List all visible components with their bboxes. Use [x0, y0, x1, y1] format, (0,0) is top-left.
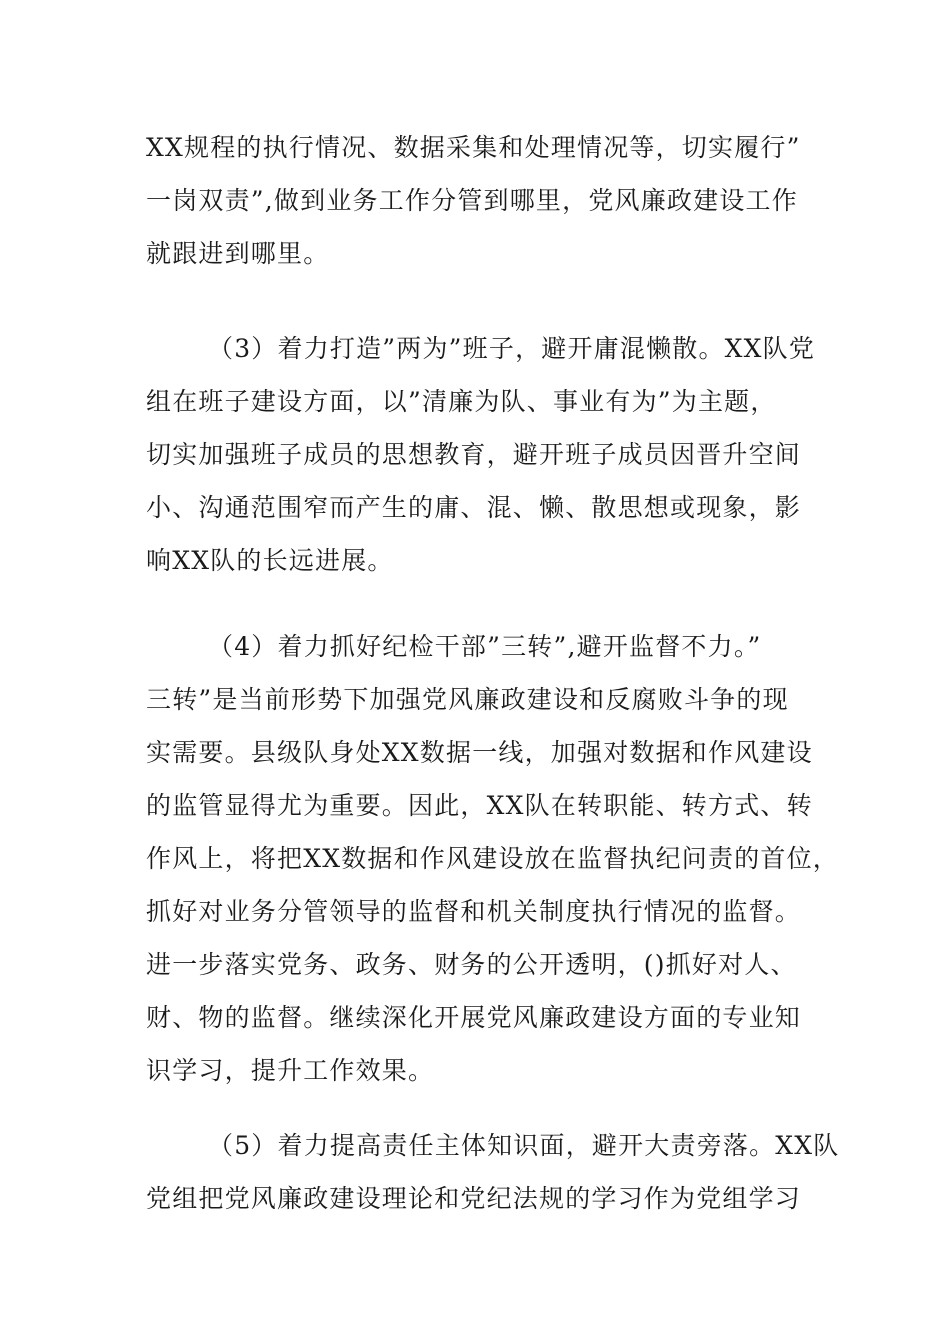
- paragraph-continued: [146, 121, 826, 280]
- text-line: 抓好对业务分管领导的监督和机关制度执行情况的监督。: [146, 897, 802, 926]
- text-line: （3）着力打造”两为”班子，避开庸混懒散。XX队党: [208, 334, 816, 363]
- text-line: （4）着力抓好纪检干部”三转”,避开监督不力。”: [208, 632, 762, 661]
- text-line: 组在班子建设方面，以”清廉为队、事业有为”为主题，: [146, 387, 777, 416]
- text-line: 响XX队的长远进展。: [146, 546, 394, 575]
- text-line: 三转”是当前形势下加强党风廉政建设和反腐败斗争的现: [146, 685, 789, 714]
- text-line: 一岗双责”,做到业务工作分管到哪里，党风廉政建设工作: [146, 186, 798, 215]
- text-line: 小、沟通范围窄而产生的庸、混、懒、散思想或现象，影: [146, 493, 802, 522]
- text-line: 切实加强班子成员的思想教育，避开班子成员因晋升空间: [146, 440, 802, 469]
- text-line: 进一步落实党务、政务、财务的公开透明，()抓好对人、: [146, 950, 797, 979]
- text-line: 就跟进到哪里。: [146, 239, 330, 268]
- text-line: 识学习，提升工作效果。: [146, 1056, 435, 1085]
- text-line: 的监管显得尤为重要。因此，XX队在转职能、转方式、转: [146, 791, 813, 820]
- paragraph-4: [146, 620, 839, 1097]
- text-line: 党组把党风廉政建设理论和党纪法规的学习作为党组学习: [146, 1184, 802, 1213]
- text-line: 作风上，将把XX数据和作风建设放在监督执纪问责的首位，: [146, 844, 839, 873]
- paragraph-3: [146, 322, 826, 587]
- text-line: （5）着力提高责任主体知识面，避开大责旁落。XX队: [208, 1131, 840, 1160]
- text-line: 实需要。县级队身处XX数据一线，加强对数据和作风建设: [146, 738, 813, 767]
- text-line: 财、物的监督。继续深化开展党风廉政建设方面的专业知: [146, 1003, 802, 1032]
- text-line: XX规程的执行情况、数据采集和处理情况等，切实履行”: [146, 133, 801, 162]
- paragraph-5: [146, 1119, 840, 1225]
